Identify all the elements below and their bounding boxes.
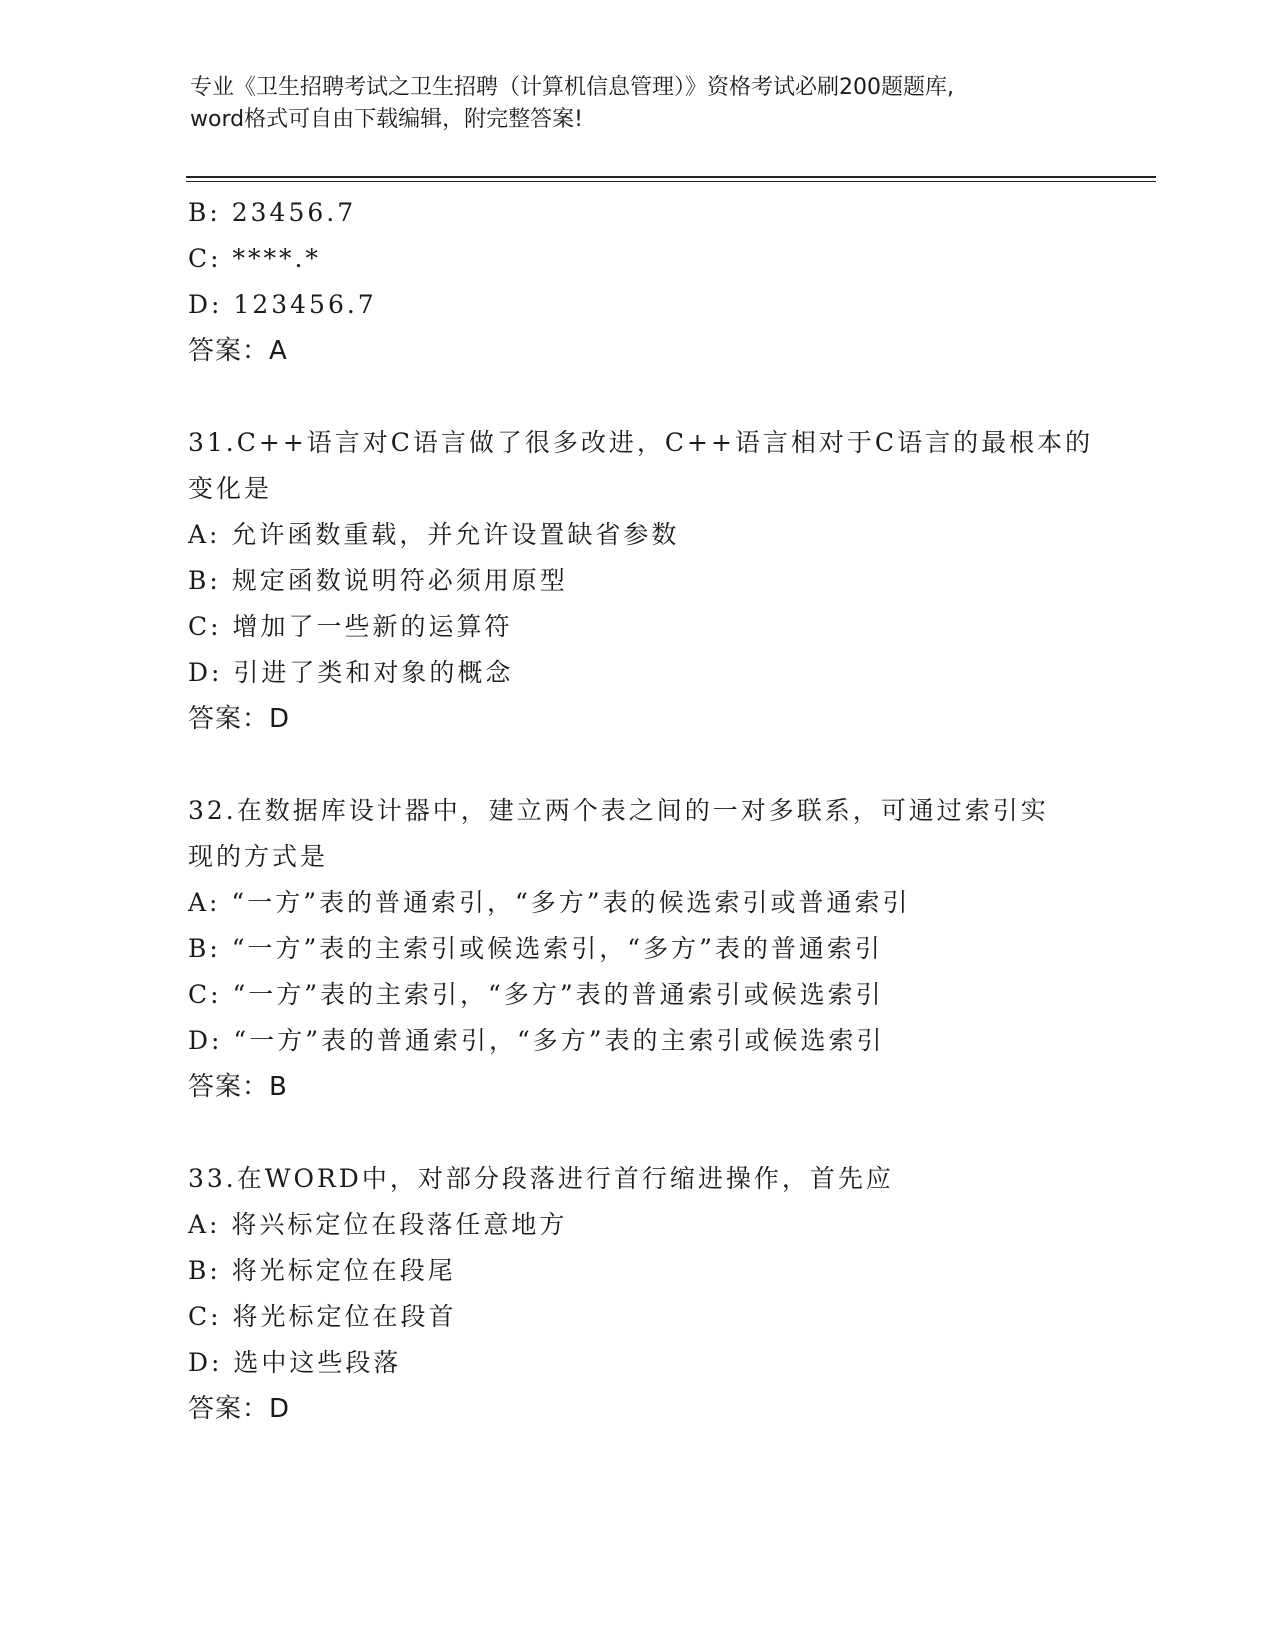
question-32 xyxy=(188,788,1088,1110)
document-body xyxy=(188,190,1094,1432)
option-d: D: 选中这些段落 xyxy=(188,1348,402,1377)
header-rule-thin xyxy=(186,181,1156,182)
answer-line: 答案：B xyxy=(188,1072,288,1102)
option-b: B: 规定函数说明符必须用原型 xyxy=(188,566,568,595)
question-title: 32.在数据库设计器中，建立两个表之间的一对多联系，可通过索引实 xyxy=(188,796,1049,825)
header-rule-thick xyxy=(186,176,1156,178)
answer-line: 答案：D xyxy=(188,1394,291,1424)
option-c: C: 增加了一些新的运算符 xyxy=(188,612,513,641)
question-title: 31.C++语言对C语言做了很多改进，C++语言相对于C语言的最根本的 xyxy=(188,428,1094,457)
option-b: B: 将光标定位在段尾 xyxy=(188,1256,456,1285)
question-31 xyxy=(188,420,1094,742)
option-d: D: 123456.7 xyxy=(188,290,377,319)
option-d: D: 引进了类和对象的概念 xyxy=(188,658,514,687)
question-title: 33.在WORD中，对部分段落进行首行缩进操作，首先应 xyxy=(188,1164,894,1193)
header-line-1: 专业《卫生招聘考试之卫生招聘（计算机信息管理）》资格考试必刷200题题库, xyxy=(190,75,954,100)
answer-line: 答案：A xyxy=(188,336,288,366)
option-a: A: “一方”表的普通索引，“多方”表的候选索引或普通索引 xyxy=(188,888,911,917)
question-33 xyxy=(188,1156,1088,1432)
option-c: C: ****.* xyxy=(188,244,321,273)
option-c: C: “一方”表的主索引，“多方”表的普通索引或候选索引 xyxy=(188,980,884,1009)
option-b: B: “一方”表的主索引或候选索引，“多方”表的普通索引 xyxy=(188,934,883,963)
option-d: D: “一方”表的普通索引，“多方”表的主索引或候选索引 xyxy=(188,1026,885,1055)
option-c: C: 将光标定位在段首 xyxy=(188,1302,457,1331)
question-title-continued: 变化是 xyxy=(188,474,273,503)
document-header xyxy=(190,72,1090,136)
option-a: A: 将兴标定位在段落任意地方 xyxy=(188,1210,568,1239)
question-30-continued xyxy=(188,190,1088,374)
header-line-2: word格式可自由下载编辑，附完整答案! xyxy=(190,107,583,132)
option-b: B: 23456.7 xyxy=(188,198,357,227)
option-a: A: 允许函数重载，并允许设置缺省参数 xyxy=(188,520,680,549)
question-title-continued: 现的方式是 xyxy=(188,842,329,871)
answer-line: 答案：D xyxy=(188,704,291,734)
